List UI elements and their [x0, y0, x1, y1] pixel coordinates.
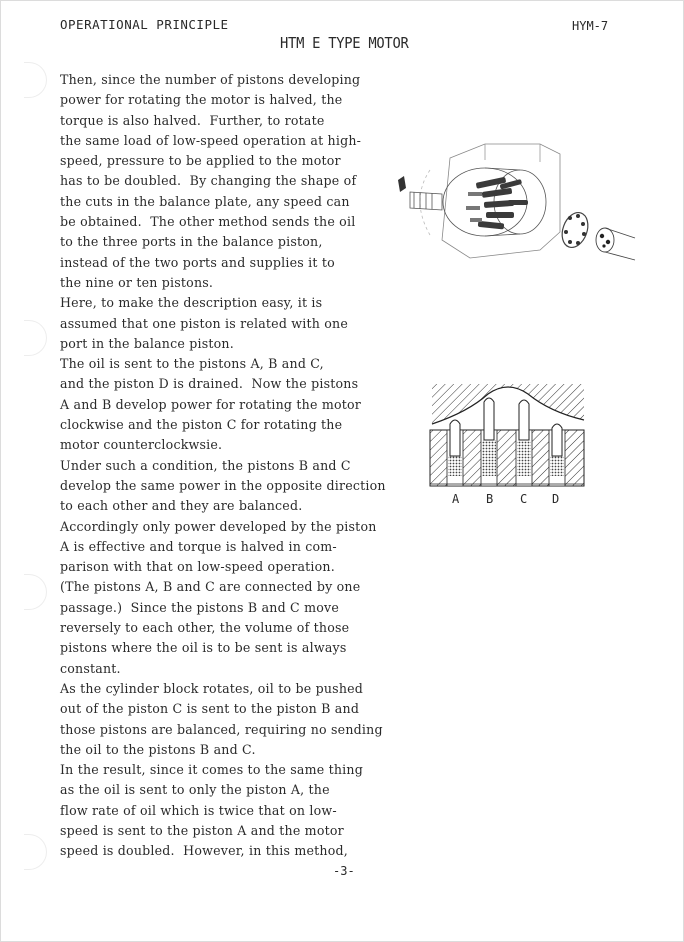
text-line: speed is doubled. However, in this method, [60, 843, 348, 859]
text-line: Accordingly only power developed by the piston [60, 518, 377, 534]
text-line: Then, since the number of pistons developing [60, 72, 361, 87]
page-number: -3- [333, 864, 355, 878]
text-line: (The pistons A, B and C are connected by one [60, 579, 361, 595]
text-line: torque is also halved. Further, to rotate [60, 112, 325, 128]
text-line: to each other and they are balanced. [60, 498, 303, 514]
text-line: assumed that one piston is related with one [60, 315, 349, 331]
text-line: the same load of low-speed operation at high- [60, 132, 362, 148]
text-line: out of the piston C is sent to the piston B and [60, 701, 360, 717]
text-line: constant. [60, 660, 121, 676]
text-line: pistons where the oil is to be sent is always [60, 640, 347, 656]
document-code: HYM-7 [572, 19, 609, 33]
text-line: parison with that on low-speed operation. [60, 559, 335, 575]
text-line: power for rotating the motor is halved, the [60, 92, 343, 108]
text-line: be obtained. The other method sends the oil [60, 214, 356, 230]
text-line: to the three ports in the balance piston, [60, 234, 323, 250]
text-line: As the cylinder block rotates, oil to be pushed [60, 680, 364, 696]
text-line: passage.) Since the pistons B and C move [60, 599, 339, 615]
piston-label-a: A [452, 492, 460, 506]
text-line: has to be doubled. By changing the shape of [60, 173, 357, 189]
text-line: Under such a condition, the pistons B and C [60, 457, 351, 473]
motor-exploded-illustration [390, 140, 640, 270]
text-line: instead of the two ports and supplies it to [60, 254, 335, 270]
text-line: as the oil is sent to only the piston A, the [60, 782, 330, 798]
text-line: the nine or ten pistons. [60, 274, 214, 290]
piston-label-b: B [486, 492, 494, 506]
text-line: Here, to make the description easy, it is [60, 295, 323, 311]
text-line: port in the balance piston. [60, 335, 234, 351]
text-line: speed, pressure to be applied to the motor [60, 153, 341, 169]
text-line: speed is sent to the piston A and the motor [60, 822, 344, 838]
section-header: OPERATIONAL PRINCIPLE [60, 17, 229, 32]
text-line: In the result, since it comes to the same thing [60, 762, 363, 778]
piston-label-d: D [552, 492, 560, 506]
text-line: A is effective and torque is halved in com- [60, 538, 337, 554]
body-text [60, 70, 390, 862]
text-line: develop the same power in the opposite direction [60, 477, 386, 493]
piston-cam-diagram [428, 384, 588, 490]
text-line: clockwise and the piston C for rotating the [60, 417, 343, 433]
text-line: reversely to each other, the volume of those [60, 620, 350, 636]
text-line: motor counterclockwsie. [60, 437, 223, 453]
piston-label-c: C [520, 492, 528, 506]
text-line: and the piston D is drained. Now the pistons [60, 376, 359, 392]
text-line: those pistons are balanced, requiring no sending [60, 721, 383, 737]
text-line: flow rate of oil which is twice that on low- [60, 802, 337, 818]
text-line: A and B develop power for rotating the motor [60, 396, 362, 412]
text-line: the oil to the pistons B and C. [60, 741, 256, 757]
page-title: HTM E TYPE MOTOR [280, 34, 409, 52]
text-line: the cuts in the balance plate, any speed can [60, 193, 350, 209]
text-line: The oil is sent to the pistons A, B and C, [60, 356, 324, 372]
